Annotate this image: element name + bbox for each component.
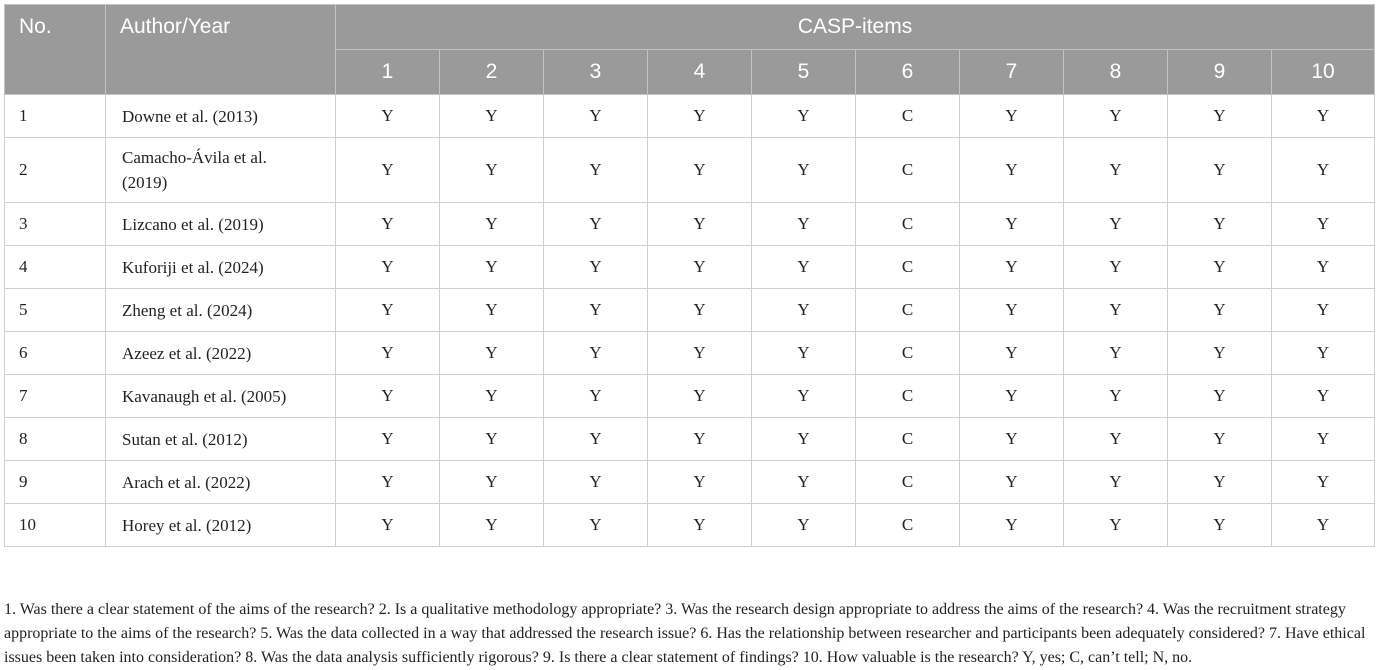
cell-item-7: Y: [960, 418, 1064, 461]
cell-item-7: Y: [960, 246, 1064, 289]
row-number: 8: [5, 418, 106, 461]
cell-item-8: Y: [1064, 461, 1168, 504]
cell-item-2: Y: [440, 246, 544, 289]
cell-item-6: C: [856, 418, 960, 461]
row-number: 7: [5, 375, 106, 418]
cell-item-8: Y: [1064, 138, 1168, 203]
cell-item-8: Y: [1064, 246, 1168, 289]
cell-item-2: Y: [440, 418, 544, 461]
table-row: [5, 418, 1375, 461]
cell-item-4: Y: [648, 504, 752, 547]
cell-item-2: Y: [440, 504, 544, 547]
cell-item-9: Y: [1168, 246, 1272, 289]
cell-item-5: Y: [752, 246, 856, 289]
cell-item-4: Y: [648, 203, 752, 246]
cell-item-1: Y: [336, 246, 440, 289]
table-row: [5, 95, 1375, 138]
row-author-year: Lizcano et al. (2019): [106, 203, 336, 246]
cell-item-2: Y: [440, 289, 544, 332]
cell-item-2: Y: [440, 95, 544, 138]
table-row: [5, 375, 1375, 418]
cell-item-1: Y: [336, 418, 440, 461]
cell-item-1: Y: [336, 203, 440, 246]
row-number: 4: [5, 246, 106, 289]
cell-item-3: Y: [544, 375, 648, 418]
header-item-2: 2: [440, 50, 544, 95]
table-row: [5, 289, 1375, 332]
cell-item-4: Y: [648, 375, 752, 418]
cell-item-4: Y: [648, 461, 752, 504]
row-author-year: Zheng et al. (2024): [106, 289, 336, 332]
cell-item-6: C: [856, 138, 960, 203]
cell-item-9: Y: [1168, 504, 1272, 547]
cell-item-6: C: [856, 332, 960, 375]
table-row: [5, 246, 1375, 289]
cell-item-5: Y: [752, 461, 856, 504]
row-author-year: Sutan et al. (2012): [106, 418, 336, 461]
cell-item-10: Y: [1272, 138, 1375, 203]
cell-item-10: Y: [1272, 332, 1375, 375]
cell-item-1: Y: [336, 504, 440, 547]
table-row: [5, 504, 1375, 547]
cell-item-10: Y: [1272, 418, 1375, 461]
cell-item-9: Y: [1168, 203, 1272, 246]
header-row-group: [5, 5, 1375, 50]
table-row: [5, 332, 1375, 375]
header-item-1: 1: [336, 50, 440, 95]
cell-item-5: Y: [752, 138, 856, 203]
cell-item-9: Y: [1168, 332, 1272, 375]
cell-item-9: Y: [1168, 95, 1272, 138]
cell-item-1: Y: [336, 95, 440, 138]
cell-item-7: Y: [960, 375, 1064, 418]
cell-item-4: Y: [648, 138, 752, 203]
header-item-4: 4: [648, 50, 752, 95]
cell-item-3: Y: [544, 461, 648, 504]
header-casp-items: CASP-items: [336, 5, 1375, 50]
cell-item-6: C: [856, 504, 960, 547]
cell-item-4: Y: [648, 289, 752, 332]
cell-item-6: C: [856, 375, 960, 418]
row-author-year: Arach et al. (2022): [106, 461, 336, 504]
cell-item-7: Y: [960, 203, 1064, 246]
cell-item-8: Y: [1064, 203, 1168, 246]
cell-item-6: C: [856, 461, 960, 504]
row-number: 1: [5, 95, 106, 138]
cell-item-6: C: [856, 246, 960, 289]
header-no: No.: [5, 5, 106, 95]
cell-item-3: Y: [544, 289, 648, 332]
row-number: 9: [5, 461, 106, 504]
cell-item-4: Y: [648, 418, 752, 461]
row-number: 5: [5, 289, 106, 332]
cell-item-1: Y: [336, 461, 440, 504]
cell-item-7: Y: [960, 332, 1064, 375]
cell-item-7: Y: [960, 504, 1064, 547]
cell-item-9: Y: [1168, 375, 1272, 418]
cell-item-5: Y: [752, 332, 856, 375]
row-author-year: Azeez et al. (2022): [106, 332, 336, 375]
casp-table-container: [4, 4, 1370, 547]
cell-item-7: Y: [960, 289, 1064, 332]
cell-item-8: Y: [1064, 375, 1168, 418]
row-number: 6: [5, 332, 106, 375]
cell-item-10: Y: [1272, 246, 1375, 289]
header-item-10: 10: [1272, 50, 1375, 95]
row-author-year: Downe et al. (2013): [106, 95, 336, 138]
cell-item-3: Y: [544, 246, 648, 289]
cell-item-6: C: [856, 95, 960, 138]
cell-item-9: Y: [1168, 138, 1272, 203]
table-body: [5, 95, 1375, 547]
cell-item-10: Y: [1272, 95, 1375, 138]
header-item-6: 6: [856, 50, 960, 95]
cell-item-7: Y: [960, 138, 1064, 203]
cell-item-10: Y: [1272, 461, 1375, 504]
cell-item-5: Y: [752, 203, 856, 246]
cell-item-3: Y: [544, 138, 648, 203]
cell-item-2: Y: [440, 461, 544, 504]
cell-item-2: Y: [440, 203, 544, 246]
cell-item-5: Y: [752, 95, 856, 138]
table-row: [5, 461, 1375, 504]
cell-item-4: Y: [648, 246, 752, 289]
cell-item-5: Y: [752, 504, 856, 547]
cell-item-8: Y: [1064, 504, 1168, 547]
cell-item-10: Y: [1272, 289, 1375, 332]
cell-item-7: Y: [960, 461, 1064, 504]
cell-item-2: Y: [440, 332, 544, 375]
cell-item-3: Y: [544, 203, 648, 246]
cell-item-4: Y: [648, 332, 752, 375]
row-author-year: Kuforiji et al. (2024): [106, 246, 336, 289]
header-item-9: 9: [1168, 50, 1272, 95]
cell-item-5: Y: [752, 289, 856, 332]
cell-item-6: C: [856, 203, 960, 246]
header-item-3: 3: [544, 50, 648, 95]
cell-item-3: Y: [544, 418, 648, 461]
header-item-7: 7: [960, 50, 1064, 95]
cell-item-8: Y: [1064, 289, 1168, 332]
cell-item-8: Y: [1064, 332, 1168, 375]
cell-item-2: Y: [440, 138, 544, 203]
cell-item-7: Y: [960, 95, 1064, 138]
row-number: 10: [5, 504, 106, 547]
cell-item-6: C: [856, 289, 960, 332]
cell-item-8: Y: [1064, 95, 1168, 138]
header-item-5: 5: [752, 50, 856, 95]
cell-item-3: Y: [544, 95, 648, 138]
table-footnote: 1. Was there a clear statement of the aims of the research? 2. Is a qualitative methodology appropriate? 3. Was the research design appropriate to address the aims of the research? 4. Was the recruitment strategy appropriate to the aims of the research? 5. Was the data collected in a way that addressed the research issue? 6. Has the relationship between researcher and participants been adequately considered? 7. Have ethical issues been taken into consideration? 8. Was the data analysis sufficiently rigorous? 9. Is there a clear statement of findings? 10. How valuable is the research? Y, yes; C, can’t tell; N, no.: [4, 601, 1366, 666]
header-item-8: 8: [1064, 50, 1168, 95]
cell-item-9: Y: [1168, 289, 1272, 332]
table-header: [5, 5, 1375, 95]
cell-item-1: Y: [336, 375, 440, 418]
cell-item-8: Y: [1064, 418, 1168, 461]
cell-item-10: Y: [1272, 203, 1375, 246]
cell-item-5: Y: [752, 418, 856, 461]
row-number: 2: [5, 138, 106, 203]
table-row: [5, 203, 1375, 246]
casp-quality-table: [4, 4, 1375, 547]
cell-item-5: Y: [752, 375, 856, 418]
cell-item-1: Y: [336, 138, 440, 203]
cell-item-9: Y: [1168, 461, 1272, 504]
cell-item-10: Y: [1272, 504, 1375, 547]
header-author-year: Author/Year: [106, 5, 336, 95]
cell-item-4: Y: [648, 95, 752, 138]
cell-item-3: Y: [544, 332, 648, 375]
row-number: 3: [5, 203, 106, 246]
cell-item-10: Y: [1272, 375, 1375, 418]
table-row: [5, 138, 1375, 203]
cell-item-2: Y: [440, 375, 544, 418]
row-author-year: Camacho-Ávila et al. (2019): [106, 138, 336, 203]
row-author-year: Horey et al. (2012): [106, 504, 336, 547]
cell-item-9: Y: [1168, 418, 1272, 461]
cell-item-3: Y: [544, 504, 648, 547]
row-author-year: Kavanaugh et al. (2005): [106, 375, 336, 418]
cell-item-1: Y: [336, 289, 440, 332]
cell-item-1: Y: [336, 332, 440, 375]
